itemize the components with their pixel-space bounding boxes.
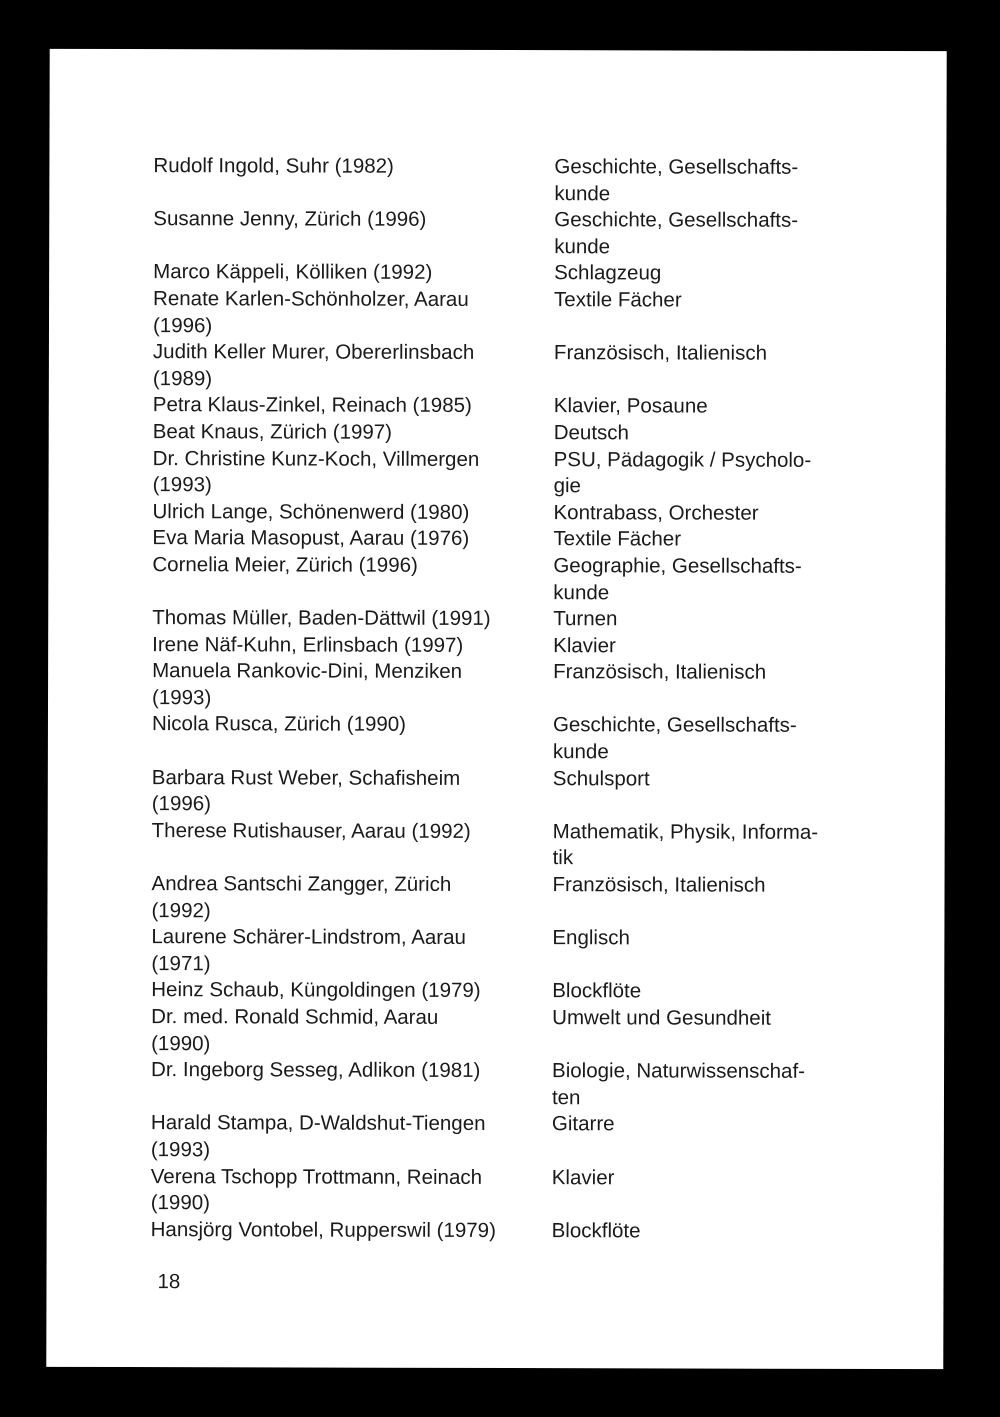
list-item (151, 978, 871, 1006)
teacher-name: Heinz Schaub, Küngoldingen (1979) (151, 978, 481, 1003)
teacher-name: Eva Maria Masopust, Aarau (1976) (152, 526, 470, 551)
teacher-name: Petra Klaus-Zinkel, Reinach (1985) (152, 393, 472, 418)
teacher-name: Verena Tschopp Trottmann, Reinach (1990) (150, 1164, 483, 1215)
list-item (153, 206, 873, 261)
list-item (153, 446, 873, 501)
list-item (153, 419, 873, 447)
list-item (152, 658, 872, 713)
teacher-subject: Geschichte, Gesellschafts- kunde (554, 208, 799, 259)
teacher-subject: Klavier (553, 633, 616, 657)
teacher-name: Harald Stampa, D-Waldshut-Tiengen (1993) (150, 1111, 486, 1162)
list-item (151, 1164, 871, 1219)
teacher-subject: Englisch (552, 926, 630, 950)
teacher-subject: Französisch, Italienisch (553, 341, 768, 365)
teacher-subject: Schulsport (552, 766, 650, 791)
teacher-subject: Umwelt und Gesundheit (552, 1006, 772, 1030)
teacher-subject: Kontrabass, Orchester (553, 500, 759, 525)
teacher-name: Ulrich Lange, Schönenwerd (1980) (152, 499, 470, 524)
teacher-name: Rudolf Ingold, Suhr (1982) (153, 154, 394, 178)
teacher-subject: Blockflöte (552, 979, 642, 1003)
teacher-name: Susanne Jenny, Zürich (1996) (153, 207, 427, 232)
page-number: 18 (157, 1270, 181, 1294)
teacher-subject: Mathematik, Physik, Informa- tik (552, 819, 819, 870)
list-item (153, 286, 873, 341)
teacher-name: Manuela Rankovic-Dini, Menziken (1993) (151, 659, 463, 710)
teacher-name: Nicola Rusca, Zürich (1990) (151, 712, 407, 737)
list-item (153, 153, 873, 208)
teacher-name: Hansjörg Vontobel, Rupperswil (1979) (150, 1217, 496, 1242)
teacher-subject: Blockflöte (551, 1218, 641, 1243)
teacher-subject: Klavier (551, 1165, 615, 1189)
teacher-name: Renate Karlen-Schönholzer, Aarau (1996) (152, 287, 469, 337)
list-item (152, 499, 872, 527)
teacher-name: Marco Käppeli, Kölliken (1992) (153, 260, 433, 285)
teacher-subject: Schlagzeug (554, 261, 662, 285)
teacher-name: Andrea Santschi Zangger, Zürich (1992) (151, 872, 452, 922)
list-item (151, 1057, 871, 1112)
teacher-name: Beat Knaus, Zürich (1997) (152, 420, 393, 444)
teacher-name: Cornelia Meier, Zürich (1996) (152, 553, 418, 577)
list-item (152, 818, 872, 873)
list-item (153, 259, 873, 287)
list-item (151, 1217, 871, 1245)
list-item (152, 552, 872, 607)
teacher-name: Barbara Rust Weber, Schafisheim (1996) (151, 765, 461, 816)
list-item (151, 924, 871, 979)
teacher-subject: Biologie, Naturwissenschaf- ten (551, 1059, 806, 1110)
teacher-name: Dr. Christine Kunz-Koch, Villmergen (1993) (152, 446, 480, 497)
list-item (152, 712, 872, 767)
teacher-subject: Textile Fächer (554, 288, 682, 312)
teacher-name: Dr. Ingeborg Sesseg, Adlikon (1981) (151, 1058, 481, 1083)
teacher-subject: Textile Fächer (553, 527, 682, 551)
teacher-subject: Gitarre (551, 1112, 615, 1136)
list-item (153, 392, 873, 420)
list-item (151, 1004, 871, 1059)
teacher-subject: Klavier, Posaune (553, 394, 708, 418)
teacher-name: Dr. med. Ronald Schmid, Aarau (1990) (151, 1005, 439, 1055)
list-item (152, 605, 872, 633)
teacher-name: Irene Näf-Kuhn, Erlinsbach (1997) (152, 632, 464, 657)
teacher-subject: Geographie, Gesellschafts- kunde (553, 554, 802, 604)
teacher-name: Therese Rutishauser, Aarau (1992) (151, 818, 471, 843)
list-item (152, 765, 872, 820)
teacher-subject: Französisch, Italienisch (553, 660, 767, 684)
teacher-subject: Geschichte, Gesellschafts- kunde (554, 155, 799, 205)
teacher-subject: Französisch, Italienisch (552, 873, 766, 897)
teacher-name: Laurene Schärer-Lindstrom, Aarau (1971) (151, 925, 466, 976)
list-item (152, 632, 872, 660)
teacher-subject: Turnen (553, 607, 618, 631)
document-page (46, 49, 946, 1369)
teacher-subject: Geschichte, Gesellschafts- kunde (552, 713, 797, 764)
list-item (152, 525, 872, 553)
teacher-subject: PSU, Pädagogik / Psycholo- gie (553, 447, 812, 498)
list-item (153, 339, 873, 394)
list-item (151, 1110, 871, 1165)
teacher-subject: Deutsch (553, 421, 629, 445)
teacher-list (151, 153, 874, 1245)
teacher-name: Thomas Müller, Baden-Dättwil (1991) (152, 606, 491, 631)
list-item (151, 871, 871, 926)
teacher-name: Judith Keller Murer, Obererlinsbach (1989) (152, 340, 475, 391)
